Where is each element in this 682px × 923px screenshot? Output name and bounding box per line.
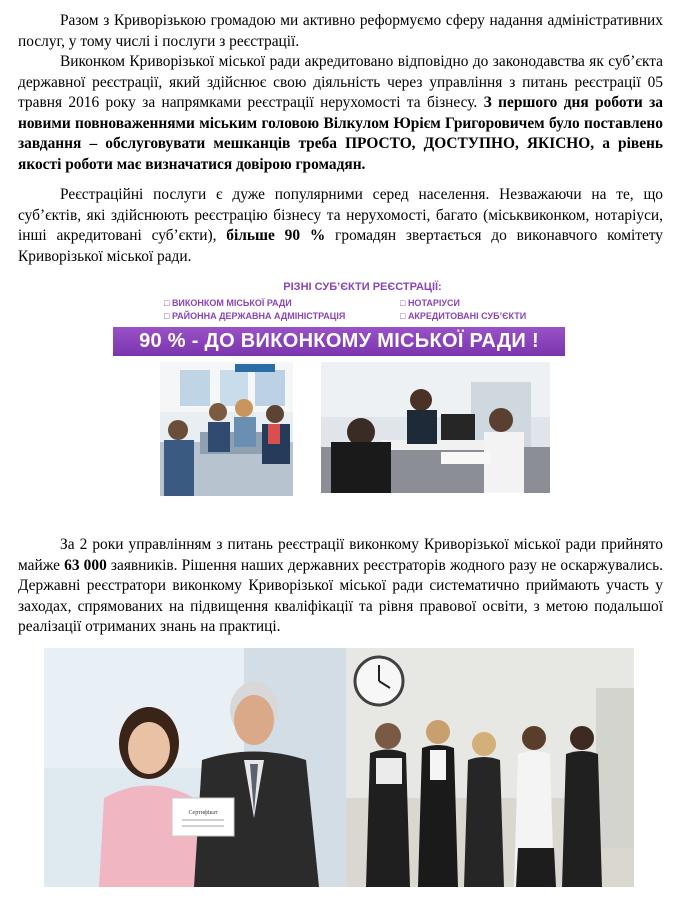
registration-subjects-banner <box>150 281 575 327</box>
photo-illustration <box>44 648 346 887</box>
photo-team-group <box>346 648 634 887</box>
paragraph-bold-text: більше 90 % <box>226 227 326 244</box>
certificate-label: Сертифікат <box>188 810 218 816</box>
photo-service-hall <box>160 362 293 496</box>
banner-item: □ АКРЕДИТОВАНІ СУБ’ЄКТИ <box>400 311 526 321</box>
paragraph-intro <box>18 11 663 52</box>
banner-title: РІЗНІ СУБ’ЄКТИ РЕЄСТРАЦІЇ: <box>283 281 442 293</box>
headline-bar <box>113 327 565 356</box>
paragraph-text: Реєстраційні послуги є дуже популярними серед населення. Незважаючи на те, що суб’єктів, які здійснюють реєстрацію бізнесу та нерухомості, багато (міськвиконком, нотаріуси, інші акредитовані суб’єкти), <box>18 186 663 244</box>
photo-illustration <box>321 362 550 493</box>
photo-certificate-award <box>44 648 346 887</box>
paragraph-achievements <box>18 535 663 638</box>
banner-item: □ РАЙОННА ДЕРЖАВНА АДМІНІСТРАЦІЯ <box>164 311 345 321</box>
paragraph-bold-text: 63 000 <box>64 556 107 574</box>
paragraph-text: заявників. Рішення наших державних реєстраторів жодного разу не оскаржувались. Державні реєстратори виконкому Криворізької міської ради систематично приймають участь у заходах, спрямованих на підвищення кваліфікації та рівня правової освіти, з метою подальшої реалізації отриманих знань на практиці. <box>18 556 664 635</box>
paragraph-text: Виконком Криворізької міської ради акредитовано відповідно до законодавства як суб’єкта державної реєстрації, який здійснює свою діяльність через управління з питань реєстрації 05 травня 2016 року за напрямками реєстрації нерухомості та бізнесу. <box>18 53 663 111</box>
paragraph-text: За 2 роки управлінням з питань реєстрації виконкому Криворізької міської ради прийнято майже <box>18 536 663 574</box>
banner-item: □ НОТАРІУСИ <box>400 298 460 308</box>
paragraph-accreditation <box>18 52 663 175</box>
paragraph-popularity <box>18 185 663 267</box>
photo-illustration <box>160 362 293 496</box>
paragraph-text: громадян звертається до виконавчого комітету Криворізької міської ради. <box>18 227 663 265</box>
paragraph-bold-text: З першого дня роботи за новими повноваженнями міським головою Вілкулом Юрієм Григоровичем було поставлено завдання – обслуговувати мешканців треба ПРОСТО, ДОСТУПНО, ЯКІСНО, а рівень якості роботи має визначатися довірою громадян. <box>18 94 663 173</box>
paragraph-text: Разом з Криворізькою громадою ми активно реформуємо сферу надання адміністративних послуг, у тому числі і послуги з реєстрації. <box>18 12 663 50</box>
banner-item: □ ВИКОНКОМ МІСЬКОЇ РАДИ <box>164 298 292 308</box>
photo-consultation-desk <box>321 362 550 493</box>
photo-illustration <box>346 648 634 887</box>
headline-text: 90 % - ДО ВИКОНКОМУ МІСЬКОЇ РАДИ ! <box>139 330 539 352</box>
